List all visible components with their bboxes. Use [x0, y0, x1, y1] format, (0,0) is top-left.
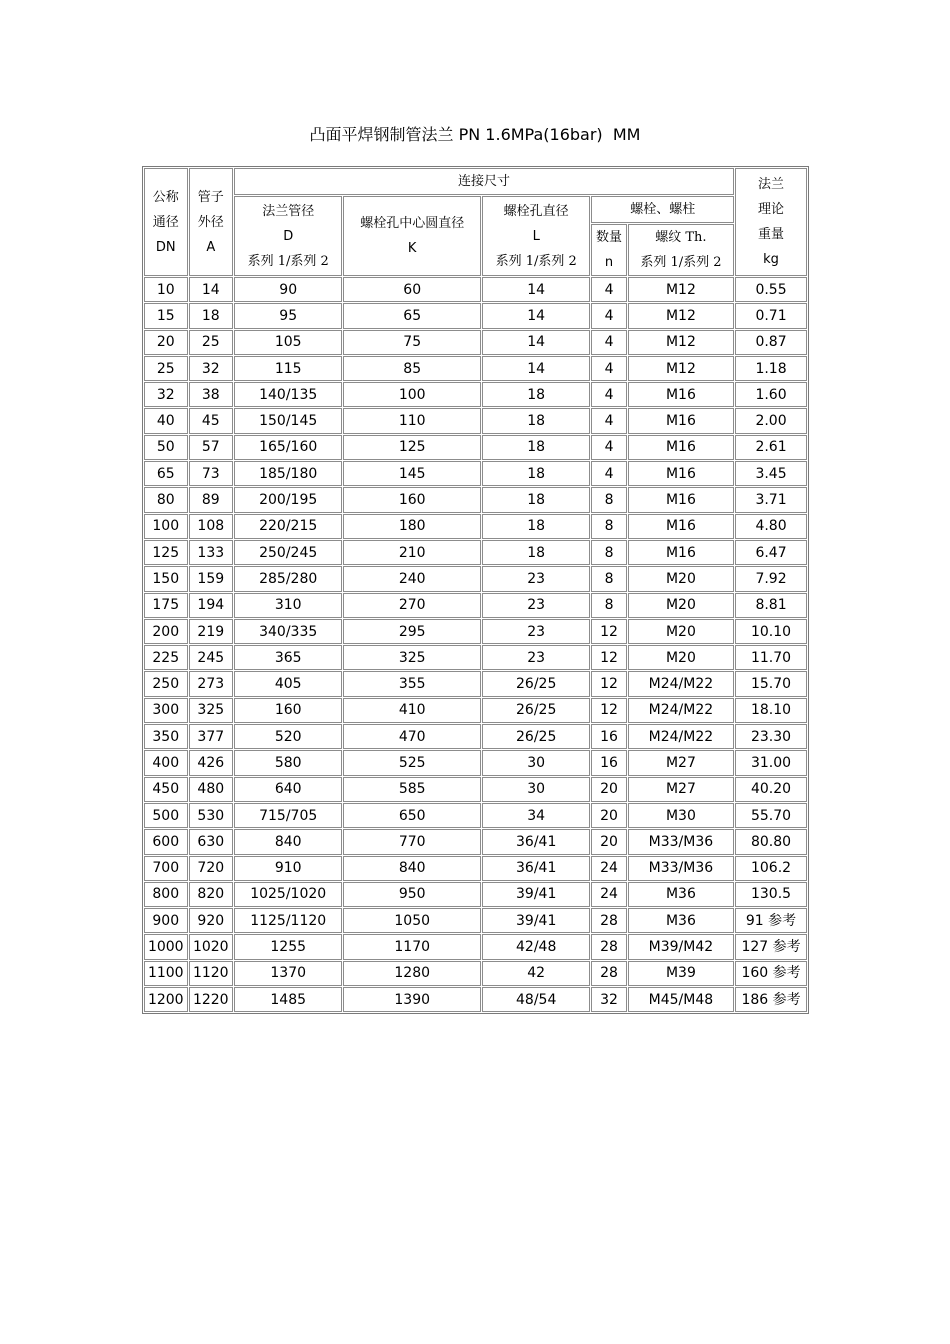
table-row — [144, 803, 807, 828]
cell-pipe-od: 89 — [189, 487, 234, 512]
cell-thread: M33/M36 — [628, 856, 734, 881]
cell-bolt-circle: 65 — [343, 303, 481, 328]
cell-bolt-circle: 160 — [343, 487, 481, 512]
cell-pipe-od: 426 — [189, 750, 234, 775]
cell-thread: M16 — [628, 435, 734, 460]
table-row — [144, 514, 807, 539]
cell-bolt-qty: 8 — [591, 487, 626, 512]
cell-bolt-qty: 12 — [591, 619, 626, 644]
cell-dn: 80 — [144, 487, 188, 512]
cell-weight: 1.18 — [735, 356, 807, 381]
cell-pipe-od: 108 — [189, 514, 234, 539]
table-row — [144, 540, 807, 565]
cell-bolt-circle: 145 — [343, 461, 481, 486]
cell-dn: 15 — [144, 303, 188, 328]
cell-bolt-hole: 23 — [482, 619, 590, 644]
cell-bolt-hole: 23 — [482, 566, 590, 591]
cell-bolt-qty: 32 — [591, 987, 626, 1012]
cell-bolt-circle: 75 — [343, 330, 481, 355]
table-row — [144, 750, 807, 775]
cell-bolt-qty: 8 — [591, 514, 626, 539]
cell-weight: 10.10 — [735, 619, 807, 644]
cell-flange-od: 405 — [234, 671, 342, 696]
cell-bolt-qty: 20 — [591, 803, 626, 828]
cell-flange-od: 840 — [234, 829, 342, 854]
cell-bolt-hole: 23 — [482, 593, 590, 618]
cell-dn: 100 — [144, 514, 188, 539]
cell-bolt-qty: 20 — [591, 777, 626, 802]
cell-dn: 1100 — [144, 961, 188, 986]
cell-weight: 6.47 — [735, 540, 807, 565]
cell-dn: 225 — [144, 645, 188, 670]
cell-pipe-od: 133 — [189, 540, 234, 565]
cell-bolt-hole: 30 — [482, 777, 590, 802]
cell-flange-od: 640 — [234, 777, 342, 802]
cell-bolt-qty: 28 — [591, 961, 626, 986]
cell-thread: M30 — [628, 803, 734, 828]
cell-bolt-qty: 4 — [591, 330, 626, 355]
cell-bolt-hole: 14 — [482, 277, 590, 302]
cell-weight: 91 参考 — [735, 908, 807, 933]
cell-weight: 106.2 — [735, 856, 807, 881]
table-row — [144, 435, 807, 460]
cell-pipe-od: 194 — [189, 593, 234, 618]
cell-bolt-hole: 42 — [482, 961, 590, 986]
cell-flange-od: 200/195 — [234, 487, 342, 512]
cell-bolt-hole: 14 — [482, 356, 590, 381]
table-row — [144, 645, 807, 670]
table-row — [144, 461, 807, 486]
cell-bolt-circle: 1170 — [343, 934, 481, 959]
cell-weight: 8.81 — [735, 593, 807, 618]
cell-pipe-od: 1020 — [189, 934, 234, 959]
cell-dn: 700 — [144, 856, 188, 881]
table-row — [144, 829, 807, 854]
cell-weight: 186 参考 — [735, 987, 807, 1012]
cell-thread: M20 — [628, 645, 734, 670]
cell-bolt-hole: 18 — [482, 540, 590, 565]
cell-bolt-qty: 8 — [591, 566, 626, 591]
cell-dn: 450 — [144, 777, 188, 802]
cell-bolt-qty: 28 — [591, 934, 626, 959]
table-row — [144, 856, 807, 881]
cell-flange-od: 90 — [234, 277, 342, 302]
cell-dn: 1200 — [144, 987, 188, 1012]
cell-bolt-hole: 42/48 — [482, 934, 590, 959]
cell-bolt-circle: 270 — [343, 593, 481, 618]
cell-thread: M16 — [628, 540, 734, 565]
cell-dn: 20 — [144, 330, 188, 355]
cell-weight: 0.71 — [735, 303, 807, 328]
cell-bolt-hole: 18 — [482, 408, 590, 433]
cell-weight: 7.92 — [735, 566, 807, 591]
cell-bolt-circle: 585 — [343, 777, 481, 802]
cell-bolt-qty: 20 — [591, 829, 626, 854]
cell-bolt-qty: 8 — [591, 540, 626, 565]
cell-thread: M39 — [628, 961, 734, 986]
cell-bolt-hole: 18 — [482, 435, 590, 460]
cell-bolt-qty: 4 — [591, 303, 626, 328]
table-row — [144, 698, 807, 723]
cell-bolt-hole: 48/54 — [482, 987, 590, 1012]
header-bolt-circle-diameter: 螺栓孔中心圆直径 K — [343, 196, 481, 276]
cell-bolt-qty: 4 — [591, 382, 626, 407]
cell-bolt-circle: 125 — [343, 435, 481, 460]
cell-thread: M16 — [628, 408, 734, 433]
cell-thread: M20 — [628, 593, 734, 618]
cell-bolt-circle: 100 — [343, 382, 481, 407]
cell-bolt-qty: 4 — [591, 461, 626, 486]
cell-flange-od: 1125/1120 — [234, 908, 342, 933]
cell-dn: 900 — [144, 908, 188, 933]
table-body — [144, 277, 807, 1012]
header-flange-outer-diameter: 法兰管径 D 系列 1/系列 2 — [234, 196, 342, 276]
cell-weight: 160 参考 — [735, 961, 807, 986]
cell-pipe-od: 14 — [189, 277, 234, 302]
cell-bolt-hole: 36/41 — [482, 856, 590, 881]
cell-bolt-circle: 1280 — [343, 961, 481, 986]
cell-thread: M16 — [628, 382, 734, 407]
cell-bolt-hole: 14 — [482, 330, 590, 355]
table-row — [144, 619, 807, 644]
flange-dimension-table — [142, 166, 809, 1014]
cell-weight: 55.70 — [735, 803, 807, 828]
cell-pipe-od: 25 — [189, 330, 234, 355]
cell-weight: 127 参考 — [735, 934, 807, 959]
cell-pipe-od: 273 — [189, 671, 234, 696]
cell-bolt-circle: 525 — [343, 750, 481, 775]
cell-pipe-od: 1120 — [189, 961, 234, 986]
cell-flange-od: 185/180 — [234, 461, 342, 486]
cell-bolt-qty: 12 — [591, 698, 626, 723]
cell-weight: 18.10 — [735, 698, 807, 723]
cell-pipe-od: 57 — [189, 435, 234, 460]
cell-dn: 32 — [144, 382, 188, 407]
cell-flange-od: 715/705 — [234, 803, 342, 828]
table-row — [144, 330, 807, 355]
cell-dn: 40 — [144, 408, 188, 433]
table-row — [144, 777, 807, 802]
cell-flange-od: 1370 — [234, 961, 342, 986]
cell-thread: M33/M36 — [628, 829, 734, 854]
cell-thread: M16 — [628, 487, 734, 512]
cell-bolt-qty: 4 — [591, 435, 626, 460]
cell-thread: M27 — [628, 777, 734, 802]
cell-pipe-od: 377 — [189, 724, 234, 749]
cell-thread: M45/M48 — [628, 987, 734, 1012]
header-bolts-studs: 螺栓、螺柱 — [591, 196, 734, 223]
header-pipe-outer-diameter: 管子 外径 A — [189, 168, 234, 276]
cell-flange-od: 910 — [234, 856, 342, 881]
cell-flange-od: 250/245 — [234, 540, 342, 565]
cell-dn: 150 — [144, 566, 188, 591]
cell-flange-od: 365 — [234, 645, 342, 670]
cell-bolt-circle: 470 — [343, 724, 481, 749]
cell-bolt-hole: 30 — [482, 750, 590, 775]
cell-dn: 250 — [144, 671, 188, 696]
cell-flange-od: 105 — [234, 330, 342, 355]
cell-thread: M20 — [628, 566, 734, 591]
cell-bolt-qty: 8 — [591, 593, 626, 618]
cell-dn: 175 — [144, 593, 188, 618]
cell-dn: 500 — [144, 803, 188, 828]
cell-weight: 2.00 — [735, 408, 807, 433]
cell-bolt-circle: 770 — [343, 829, 481, 854]
cell-pipe-od: 325 — [189, 698, 234, 723]
cell-bolt-circle: 210 — [343, 540, 481, 565]
table-row — [144, 382, 807, 407]
table-row — [144, 934, 807, 959]
cell-bolt-circle: 1390 — [343, 987, 481, 1012]
table-row — [144, 408, 807, 433]
cell-bolt-qty: 4 — [591, 356, 626, 381]
cell-weight: 0.55 — [735, 277, 807, 302]
cell-thread: M12 — [628, 277, 734, 302]
cell-pipe-od: 630 — [189, 829, 234, 854]
cell-flange-od: 580 — [234, 750, 342, 775]
cell-flange-od: 140/135 — [234, 382, 342, 407]
cell-thread: M12 — [628, 330, 734, 355]
cell-thread: M39/M42 — [628, 934, 734, 959]
table-row — [144, 277, 807, 302]
table-row — [144, 987, 807, 1012]
cell-bolt-circle: 180 — [343, 514, 481, 539]
cell-weight: 40.20 — [735, 777, 807, 802]
cell-thread: M16 — [628, 461, 734, 486]
table-row — [144, 356, 807, 381]
cell-bolt-qty: 12 — [591, 671, 626, 696]
table-row — [144, 593, 807, 618]
cell-bolt-circle: 85 — [343, 356, 481, 381]
table-row — [144, 961, 807, 986]
cell-dn: 300 — [144, 698, 188, 723]
cell-dn: 10 — [144, 277, 188, 302]
cell-bolt-hole: 34 — [482, 803, 590, 828]
table-row — [144, 487, 807, 512]
cell-thread: M24/M22 — [628, 671, 734, 696]
cell-bolt-qty: 24 — [591, 882, 626, 907]
table-header — [144, 168, 807, 276]
cell-bolt-circle: 110 — [343, 408, 481, 433]
cell-bolt-circle: 240 — [343, 566, 481, 591]
cell-dn: 200 — [144, 619, 188, 644]
cell-weight: 15.70 — [735, 671, 807, 696]
cell-weight: 31.00 — [735, 750, 807, 775]
cell-dn: 65 — [144, 461, 188, 486]
cell-weight: 23.30 — [735, 724, 807, 749]
cell-dn: 800 — [144, 882, 188, 907]
cell-dn: 1000 — [144, 934, 188, 959]
header-bolt-quantity: 数量 n — [591, 224, 626, 276]
cell-thread: M20 — [628, 619, 734, 644]
page-title: 凸面平焊钢制管法兰 PN 1.6MPa(16bar) MM — [309, 125, 641, 144]
cell-dn: 125 — [144, 540, 188, 565]
cell-pipe-od: 18 — [189, 303, 234, 328]
cell-bolt-hole: 26/25 — [482, 698, 590, 723]
cell-pipe-od: 73 — [189, 461, 234, 486]
header-bolt-hole-diameter: 螺栓孔直径 L 系列 1/系列 2 — [482, 196, 590, 276]
cell-pipe-od: 720 — [189, 856, 234, 881]
table-row — [144, 303, 807, 328]
cell-bolt-hole: 18 — [482, 514, 590, 539]
cell-pipe-od: 32 — [189, 356, 234, 381]
cell-bolt-circle: 1050 — [343, 908, 481, 933]
cell-thread: M36 — [628, 882, 734, 907]
cell-weight: 80.80 — [735, 829, 807, 854]
cell-bolt-circle: 355 — [343, 671, 481, 696]
header-flange-weight: 法兰 理论 重量 kg — [735, 168, 807, 276]
header-nominal-diameter: 公称 通径 DN — [144, 168, 188, 276]
cell-dn: 50 — [144, 435, 188, 460]
header-connection-dimensions: 连接尺寸 — [234, 168, 734, 195]
table-row — [144, 908, 807, 933]
cell-weight: 0.87 — [735, 330, 807, 355]
cell-bolt-hole: 18 — [482, 382, 590, 407]
header-thread: 螺纹 Th. 系列 1/系列 2 — [628, 224, 734, 276]
cell-thread: M24/M22 — [628, 698, 734, 723]
cell-bolt-qty: 24 — [591, 856, 626, 881]
cell-pipe-od: 219 — [189, 619, 234, 644]
table-row — [144, 566, 807, 591]
cell-pipe-od: 45 — [189, 408, 234, 433]
cell-bolt-qty: 16 — [591, 724, 626, 749]
cell-weight: 130.5 — [735, 882, 807, 907]
cell-bolt-qty: 28 — [591, 908, 626, 933]
table-row — [144, 671, 807, 696]
cell-weight: 3.71 — [735, 487, 807, 512]
cell-flange-od: 340/335 — [234, 619, 342, 644]
cell-flange-od: 220/215 — [234, 514, 342, 539]
cell-dn: 400 — [144, 750, 188, 775]
cell-weight: 2.61 — [735, 435, 807, 460]
cell-bolt-circle: 650 — [343, 803, 481, 828]
cell-dn: 350 — [144, 724, 188, 749]
cell-pipe-od: 245 — [189, 645, 234, 670]
cell-pipe-od: 38 — [189, 382, 234, 407]
cell-thread: M24/M22 — [628, 724, 734, 749]
cell-flange-od: 95 — [234, 303, 342, 328]
table-row — [144, 724, 807, 749]
cell-bolt-hole: 26/25 — [482, 724, 590, 749]
cell-bolt-circle: 295 — [343, 619, 481, 644]
cell-flange-od: 1025/1020 — [234, 882, 342, 907]
cell-thread: M16 — [628, 514, 734, 539]
cell-bolt-circle: 950 — [343, 882, 481, 907]
cell-bolt-hole: 18 — [482, 461, 590, 486]
cell-dn: 600 — [144, 829, 188, 854]
cell-bolt-hole: 39/41 — [482, 882, 590, 907]
cell-bolt-circle: 840 — [343, 856, 481, 881]
cell-bolt-hole: 36/41 — [482, 829, 590, 854]
cell-thread: M12 — [628, 303, 734, 328]
cell-bolt-hole: 14 — [482, 303, 590, 328]
cell-flange-od: 150/145 — [234, 408, 342, 433]
cell-thread: M12 — [628, 356, 734, 381]
cell-weight: 1.60 — [735, 382, 807, 407]
cell-flange-od: 165/160 — [234, 435, 342, 460]
cell-weight: 3.45 — [735, 461, 807, 486]
cell-pipe-od: 159 — [189, 566, 234, 591]
cell-bolt-hole: 26/25 — [482, 671, 590, 696]
cell-weight: 4.80 — [735, 514, 807, 539]
cell-pipe-od: 1220 — [189, 987, 234, 1012]
cell-bolt-qty: 4 — [591, 408, 626, 433]
cell-pipe-od: 820 — [189, 882, 234, 907]
cell-bolt-hole: 39/41 — [482, 908, 590, 933]
cell-thread: M36 — [628, 908, 734, 933]
cell-flange-od: 160 — [234, 698, 342, 723]
cell-dn: 25 — [144, 356, 188, 381]
cell-bolt-qty: 4 — [591, 277, 626, 302]
cell-pipe-od: 920 — [189, 908, 234, 933]
cell-pipe-od: 480 — [189, 777, 234, 802]
cell-flange-od: 1485 — [234, 987, 342, 1012]
cell-thread: M27 — [628, 750, 734, 775]
cell-bolt-hole: 18 — [482, 487, 590, 512]
cell-flange-od: 520 — [234, 724, 342, 749]
cell-bolt-circle: 325 — [343, 645, 481, 670]
cell-bolt-qty: 12 — [591, 645, 626, 670]
cell-flange-od: 1255 — [234, 934, 342, 959]
cell-pipe-od: 530 — [189, 803, 234, 828]
cell-flange-od: 310 — [234, 593, 342, 618]
cell-bolt-circle: 410 — [343, 698, 481, 723]
table-row — [144, 882, 807, 907]
cell-bolt-circle: 60 — [343, 277, 481, 302]
cell-flange-od: 285/280 — [234, 566, 342, 591]
cell-bolt-qty: 16 — [591, 750, 626, 775]
cell-bolt-hole: 23 — [482, 645, 590, 670]
cell-flange-od: 115 — [234, 356, 342, 381]
cell-weight: 11.70 — [735, 645, 807, 670]
